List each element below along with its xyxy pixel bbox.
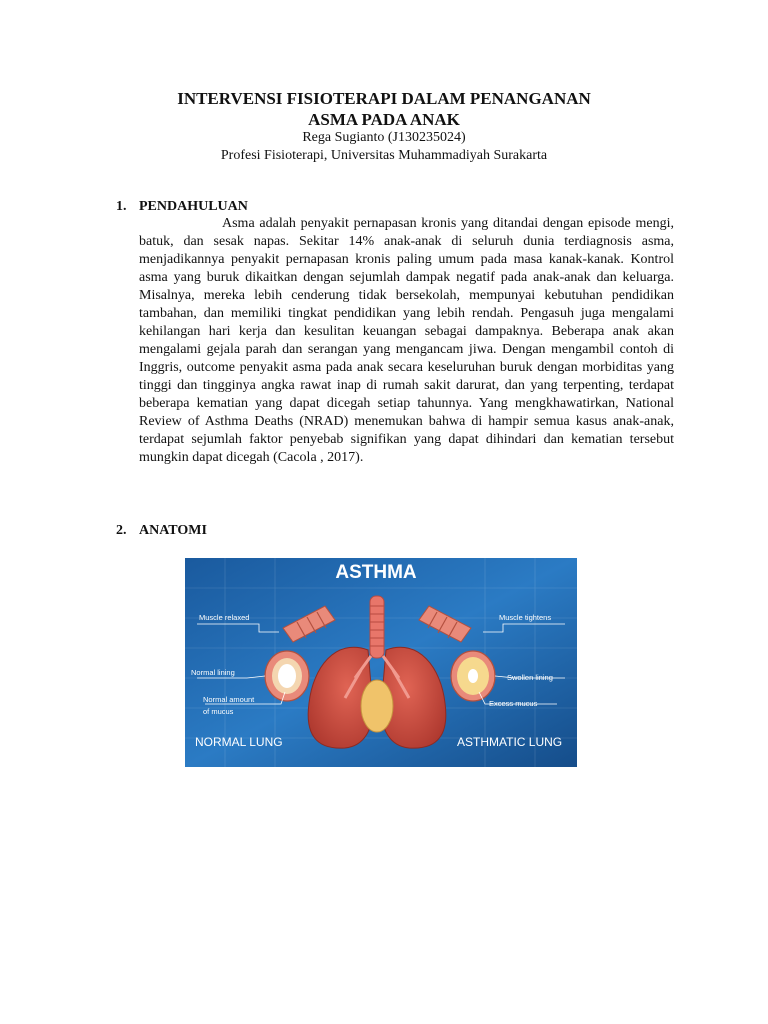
label-muscle-relaxed: Muscle relaxed [199, 613, 250, 622]
asthma-illustration [185, 558, 577, 767]
asthma-anatomy-figure [185, 558, 577, 767]
paragraph-text: Asma adalah penyakit pernapasan kronis yang ditandai dengan episode mengi, batuk, dan sesak napas. Sekitar 14% anak-anak di seluruh dunia terdiagnosis asma, menjadikannya penyakit pernapasan kronis paling umum pada masa kanak-kanak. Kontrol asma yang buruk dikaitkan dengan sejumlah dampak negatif pada anak-anak dan keluarga. Misalnya, mereka lebih cenderung tidak bersekolah, mempunyai kebutuhan pendidikan tambahan, dan memiliki tingkat pendidikan yang lebih rendah. Pengasuh juga mengalami kehilangan hari kerja dan kesulitan keuangan sebagai dampaknya. Beberapa anak akan mengalami gejala parah dan serangan yang mengancam jiwa. Dengan mengambil contoh di Inggris, outcome penyakit asma pada anak secara keseluruhan buruk dengan morbiditas yang tinggi dan tingginya angka rawat inap di rumah sakit darurat, dan yang terpenting, terdapat beberapa kematian yang dapat dicegah setiap tahunnya. Yang mengkhawatirkan, National Review of Asthma Deaths (NRAD) menemukan bahwa di hampir semua kasus anak-anak, terdapat sejumlah faktor penyebab signifikan yang dapat dihindari dan kematian tersebut mungkin dapat dicegah (Cacola , 2017). [139, 216, 674, 465]
label-normal-mucus-2: of mucus [203, 707, 234, 716]
section-title: PENDAHULUAN [139, 199, 248, 214]
label-excess-mucus: Excess mucus [489, 699, 538, 708]
section-number: 2. [116, 523, 127, 538]
section-title: ANATOMI [139, 523, 207, 538]
label-normal-mucus-1: Normal amount [203, 695, 255, 704]
affiliation-line: Profesi Fisioterapi, Universitas Muhammadiyah Surakarta [220, 148, 548, 163]
author-line: Rega Sugianto (J130235024) [302, 130, 466, 145]
section-paragraph [139, 215, 674, 467]
trachea [370, 596, 384, 658]
section-number: 1. [116, 199, 127, 214]
label-swollen-lining: Swollen lining [507, 673, 553, 682]
figure-title: ASTHMA [335, 562, 417, 583]
label-normal-lung: NORMAL LUNG [195, 735, 283, 749]
label-muscle-tightens: Muscle tightens [499, 613, 552, 622]
label-normal-lining: Normal lining [191, 668, 235, 677]
section-heading-pendahuluan [116, 198, 248, 216]
heart [361, 680, 393, 732]
section-heading-anatomi [116, 522, 207, 540]
label-asthmatic-lung: ASTHMATIC LUNG [457, 735, 563, 749]
document-title-line-2: ASMA PADA ANAK [308, 110, 460, 129]
document-title-line-1: INTERVENSI FISIOTERAPI DALAM PENANGANAN [177, 89, 591, 108]
